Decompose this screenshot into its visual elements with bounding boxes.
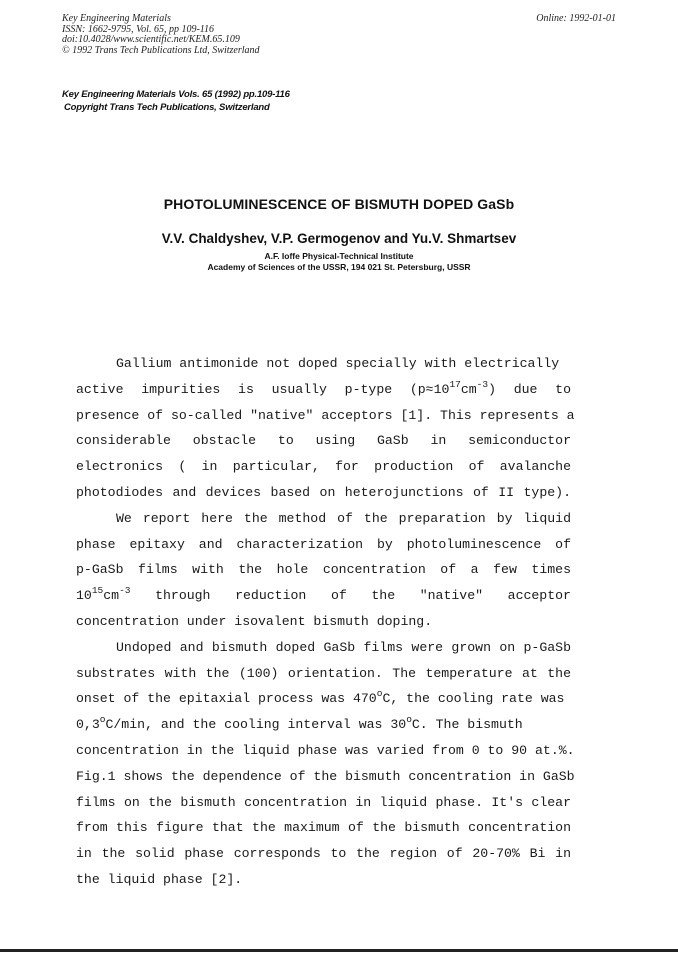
text-fragment: the	[371, 588, 396, 604]
text-line: from this figure that the maximum of the bismuth concentration	[76, 820, 571, 836]
text-fragment: due	[513, 381, 538, 397]
citation-header	[62, 14, 260, 56]
text-line: films on the bismuth concentration in liquid phase. It's clear	[76, 794, 571, 810]
text-line: presence of so-called "native" acceptors [1]. This represents a	[76, 407, 575, 423]
text-line: We report here the method of the preparation by liquid	[116, 510, 571, 526]
text-line: Undoped and bismuth doped GaSb films were grown on p-GaSb	[116, 639, 571, 655]
text-fragment: active	[76, 381, 124, 397]
copyright-line: © 1992 Trans Tech Publications Ltd, Switzerland	[62, 44, 260, 56]
text-fragment: $10^{15}cm^{-3}$	[76, 585, 131, 604]
text-fragment: p-type	[344, 381, 393, 397]
volume-copyright: Copyright Trans Tech Publications, Switzerland	[64, 102, 270, 113]
text-line: 0,3$^o$C/min, and the cooling interval was 30$^o$C. The bismuth	[76, 714, 523, 733]
paper-title: PHOTOLUMINESCENCE OF BISMUTH DOPED GaSb	[163, 196, 515, 212]
text-line: Gallium antimonide not doped specially with electrically	[116, 356, 560, 371]
text-line: considerable obstacle to using GaSb in semiconductor	[76, 433, 571, 449]
body-text	[76, 351, 575, 893]
text-line: concentration in the liquid phase was varied from 0 to 90 at.%.	[76, 742, 575, 758]
text-fragment: to	[555, 381, 571, 397]
institute-name: A.F. Ioffe Physical-Technical Institute	[264, 251, 414, 261]
academy-address: Academy of Sciences of the USSR, 194 021 St. Petersburg, USSR	[207, 262, 471, 272]
text-line: photodiodes and devices based on heterojunctions of II type).	[76, 484, 571, 500]
text-line: concentration under isovalent bismuth doping.	[76, 613, 433, 629]
text-line: electronics ( in particular, for production of avalanche	[76, 459, 571, 475]
issn-line: ISSN: 1662-9795, Vol. 65, pp 109-116	[62, 23, 215, 35]
volume-note	[62, 88, 290, 114]
text-fragment: acceptor	[507, 588, 571, 604]
text-line: substrates with the (100) orientation. The temperature at the	[76, 665, 571, 681]
volume-line: Key Engineering Materials Vols. 65 (1992) pp.109-116	[62, 89, 290, 100]
text-line: phase epitaxy and characterization by photoluminescence of	[76, 536, 571, 552]
text-fragment: $(p\approx 10^{17}cm^{-3})$	[409, 378, 496, 397]
online-date: Online: 1992-01-01	[536, 13, 616, 24]
text-fragment: of	[330, 588, 347, 604]
text-fragment: "native"	[419, 588, 484, 604]
journal-name: Key Engineering Materials	[62, 13, 171, 24]
text-fragment: is	[238, 381, 254, 397]
text-line: p-GaSb films with the hole concentration of a few times	[76, 562, 571, 578]
text-line	[76, 377, 571, 403]
text-line: in the solid phase corresponds to the region of 20-70% Bi in	[76, 846, 571, 862]
doi-link[interactable]: doi:10.4028/www.scientific.net/KEM.65.109	[62, 34, 240, 45]
text-line: onset of the epitaxial process was 470$^o$C, the cooling rate was	[76, 688, 565, 707]
text-fragment: reduction	[235, 588, 307, 604]
affiliation	[0, 251, 678, 273]
text-line: the liquid phase [2].	[76, 871, 243, 887]
bottom-rule	[0, 949, 678, 952]
text-fragment: through	[155, 588, 211, 604]
author-list: V.V. Chaldyshev, V.P. Germogenov and Yu.V. Shmartsev	[161, 231, 517, 246]
text-line: Fig.1 shows the dependence of the bismuth concentration in GaSb	[76, 768, 575, 784]
text-fragment: usually	[271, 381, 327, 397]
text-line	[76, 583, 571, 609]
text-fragment: impurities	[141, 381, 221, 397]
